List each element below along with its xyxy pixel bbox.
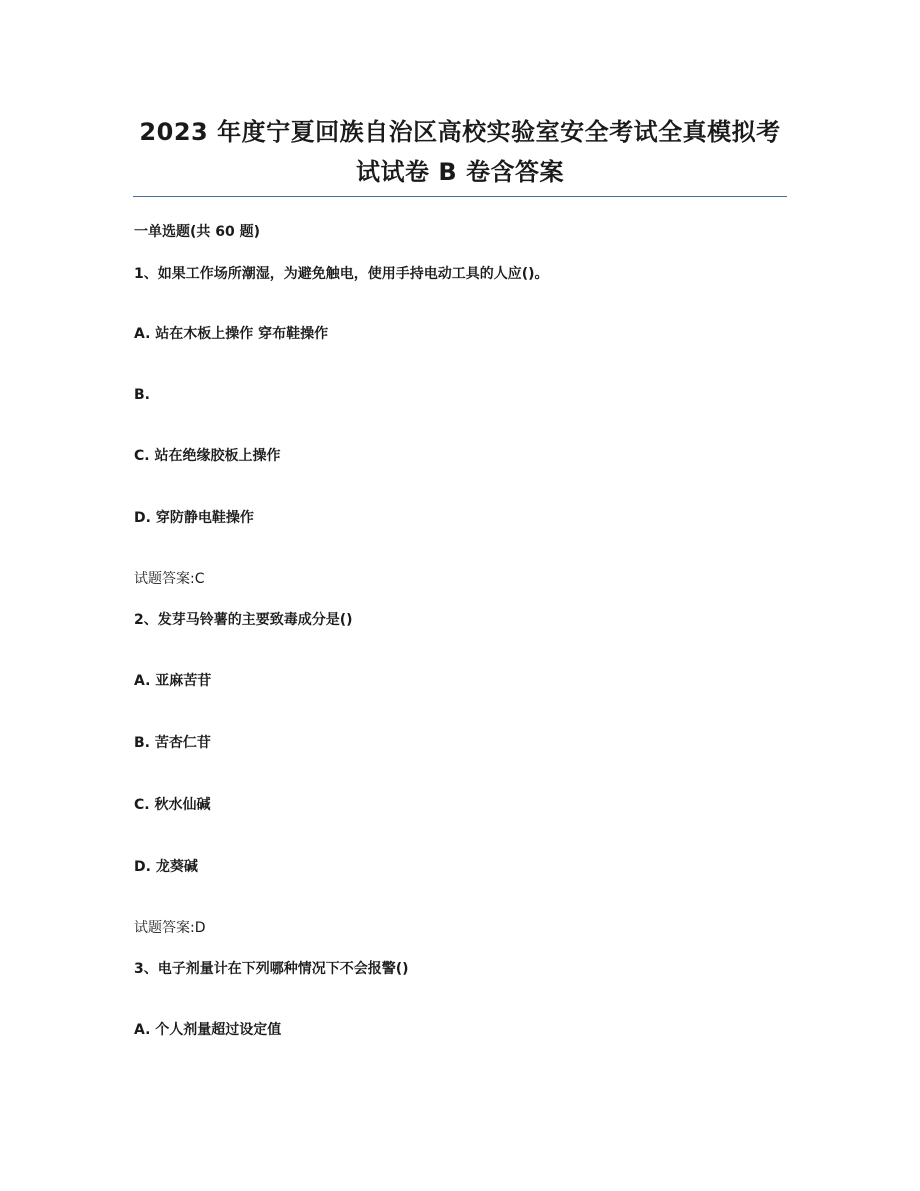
question-3-option-a: A. 个人剂量超过设定值 bbox=[134, 1022, 282, 1038]
question-2-option-c: C. 秋水仙碱 bbox=[134, 797, 211, 813]
question-2-option-d: D. 龙葵碱 bbox=[134, 859, 198, 875]
question-2-stem: 2、发芽马铃薯的主要致毒成分是() bbox=[134, 612, 353, 628]
question-1-stem: 1、如果工作场所潮湿，为避免触电，使用手持电动工具的人应()。 bbox=[134, 266, 549, 282]
question-2-option-b: B. 苦杏仁苷 bbox=[134, 735, 211, 751]
question-1-option-b: B. bbox=[134, 387, 150, 403]
question-2-answer: 试题答案:D bbox=[134, 920, 206, 936]
question-3-stem: 3、电子剂量计在下列哪种情况下不会报警() bbox=[134, 961, 409, 977]
question-1-option-d: D. 穿防静电鞋操作 bbox=[134, 510, 254, 526]
question-2-option-a: A. 亚麻苦苷 bbox=[134, 673, 212, 689]
document-title bbox=[120, 112, 800, 192]
section-header: 一单选题(共 60 题) bbox=[134, 224, 261, 240]
question-1-answer: 试题答案:C bbox=[134, 571, 205, 587]
title-line-1: 2023 年度宁夏回族自治区高校实验室安全考试全真模拟考 bbox=[139, 118, 781, 146]
title-line-2: 试试卷 B 卷含答案 bbox=[355, 158, 564, 186]
question-1-option-c: C. 站在绝缘胶板上操作 bbox=[134, 448, 281, 464]
question-1-option-a: A. 站在木板上操作 穿布鞋操作 bbox=[134, 326, 329, 342]
title-divider bbox=[133, 196, 787, 197]
